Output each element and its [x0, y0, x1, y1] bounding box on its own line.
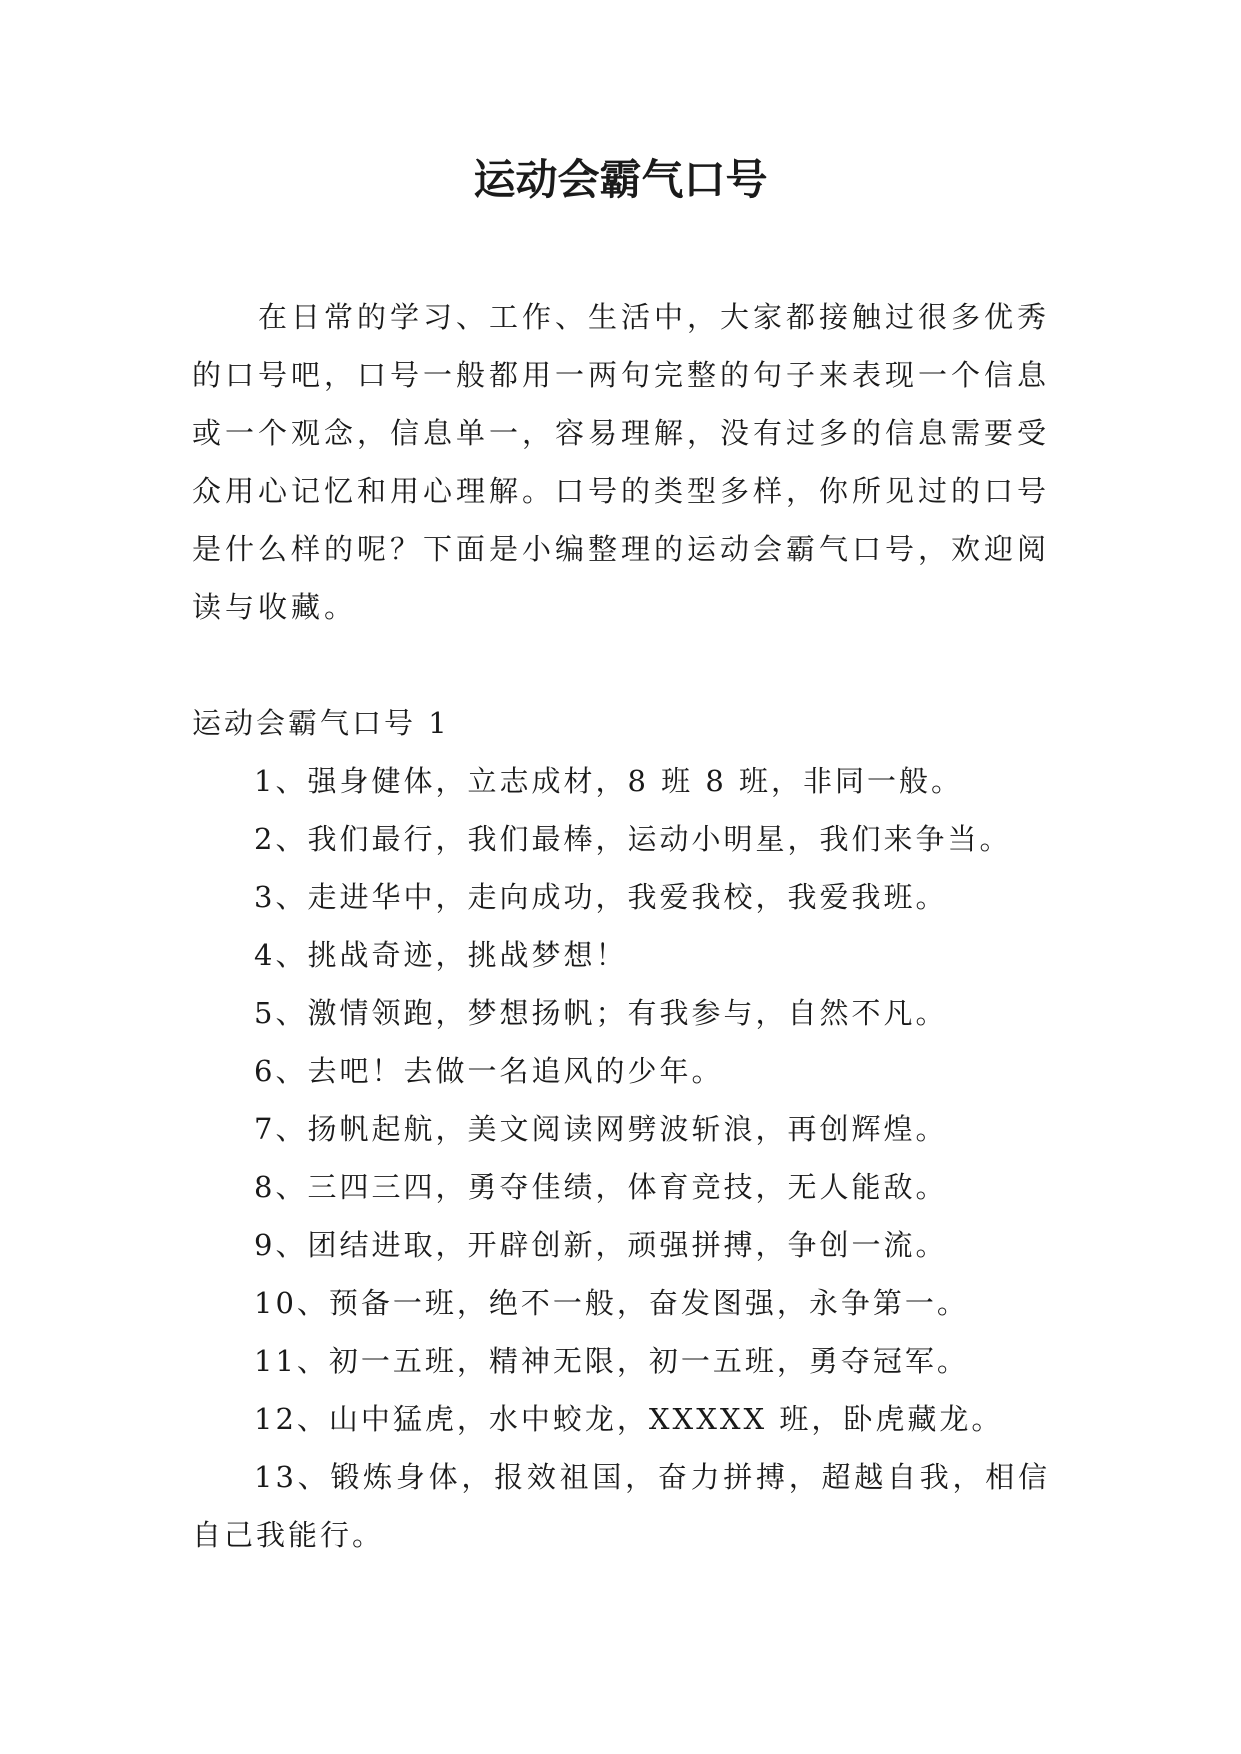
- slogan-item: 8、三四三四，勇夺佳绩，体育竞技，无人能敌。: [254, 1170, 948, 1204]
- slogan-item: 1、强身健体，立志成材，8 班 8 班，非同一般。: [254, 764, 964, 798]
- section-heading: 运动会霸气口号 1: [192, 706, 450, 740]
- slogan-item: 12、山中猛虎，水中蛟龙，XXXXX 班，卧虎藏龙。: [254, 1402, 1004, 1436]
- slogan-item: 5、激情领跑，梦想扬帆；有我参与，自然不凡。: [254, 996, 948, 1030]
- slogan-item: 13、锻炼身体，报效祖国，奋力拼搏，超越自我，相信自己我能行。: [192, 1460, 1050, 1552]
- slogan-item: 6、去吧！去做一名追风的少年。: [254, 1054, 724, 1088]
- slogan-list: [192, 752, 1050, 1564]
- intro-paragraph: 在日常的学习、工作、生活中，大家都接触过很多优秀的口号吧，口号一般都用一两句完整的句子来表现一个信息或一个观念，信息单一，容易理解，没有过多的信息需要受众用心记忆和用心理解。口号的类型多样，你所见过的口号是什么样的呢？下面是小编整理的运动会霸气口号，欢迎阅读与收藏。: [192, 300, 1051, 624]
- document-title: 运动会霸气口号: [473, 155, 768, 204]
- slogan-item: 11、初一五班，精神无限，初一五班，勇夺冠军。: [254, 1344, 969, 1378]
- slogan-item: 10、预备一班，绝不一般，奋发图强，永争第一。: [254, 1286, 969, 1320]
- slogan-item: 9、团结进取，开辟创新，顽强拼搏，争创一流。: [254, 1228, 948, 1262]
- slogan-item: 7、扬帆起航，美文阅读网劈波斩浪，再创辉煌。: [254, 1112, 948, 1146]
- slogan-item: 2、我们最行，我们最棒，运动小明星，我们来争当。: [254, 822, 1012, 856]
- slogan-item: 4、挑战奇迹，挑战梦想！: [254, 938, 628, 972]
- slogan-item: 3、走进华中，走向成功，我爱我校，我爱我班。: [254, 880, 948, 914]
